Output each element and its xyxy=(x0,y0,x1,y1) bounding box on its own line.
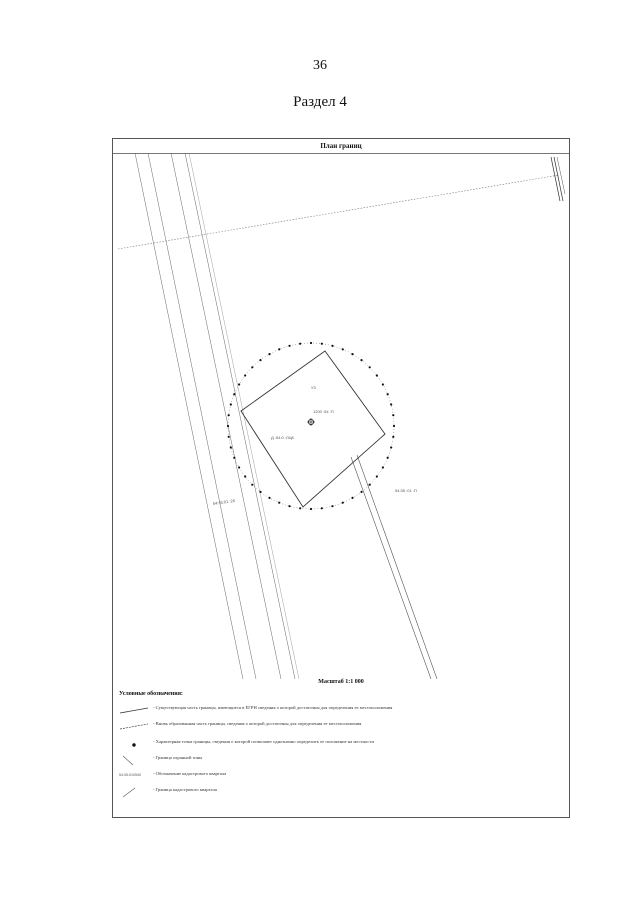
boundary-point xyxy=(268,353,270,355)
boundary-point xyxy=(387,457,389,459)
legend-item-text: - Граница кадастрового квартала xyxy=(153,787,217,792)
boundary-point xyxy=(251,366,253,368)
dashed-line-symbol xyxy=(119,719,149,733)
boundary-point xyxy=(382,383,384,385)
sheet-header: План границ xyxy=(113,139,569,154)
boundary-point xyxy=(393,425,395,427)
boundary-point xyxy=(259,491,261,493)
boundary-point xyxy=(230,403,232,405)
boundary-point xyxy=(244,475,246,477)
boundary-point xyxy=(251,484,253,486)
boundary-plan-sheet xyxy=(112,138,570,818)
legend-item-text: - Обозначение кадастрового квартала xyxy=(153,771,227,776)
boundary-point xyxy=(238,383,240,385)
plan-drawing xyxy=(113,139,571,679)
boundary-point xyxy=(268,497,270,499)
boundary-point xyxy=(351,497,353,499)
boundary-point xyxy=(390,446,392,448)
boundary-point xyxy=(331,505,333,507)
boundary-point xyxy=(392,436,394,438)
boundary-label: 54:35:01 :26 xyxy=(212,497,236,506)
legend-item xyxy=(119,703,559,717)
boundary-point xyxy=(238,466,240,468)
boundary-point xyxy=(321,507,323,509)
boundary-point xyxy=(299,507,301,509)
legend-item-text: - Характерная точка границы, сведения о которой позволяют однозначно определить ее положение на местности xyxy=(153,739,374,744)
driveway-line-1 xyxy=(351,457,431,679)
boundary-point xyxy=(369,484,371,486)
boundary-point xyxy=(331,345,333,347)
boundary-point xyxy=(288,345,290,347)
legend-item xyxy=(119,753,559,767)
area-label: Д :54:0 :ЛЦК xyxy=(271,435,294,440)
section-title: Раздел 4 xyxy=(293,94,347,110)
zone-line-symbol xyxy=(119,753,149,767)
legend-title: Условные обозначения: xyxy=(119,691,183,697)
boundary-point xyxy=(351,353,353,355)
point-id-label: 1200 :54 :П xyxy=(313,409,334,414)
boundary-point xyxy=(382,466,384,468)
boundary-point xyxy=(259,359,261,361)
center-point-marker xyxy=(307,418,315,426)
boundary-point xyxy=(233,457,235,459)
boundary-point xyxy=(369,366,371,368)
boundary-point xyxy=(392,414,394,416)
boundary-point xyxy=(310,342,312,344)
boundary-point xyxy=(342,502,344,504)
quarter-number-symbol: 54:35:010540 xyxy=(119,773,141,777)
quarter-label: 54:35 :01 :П xyxy=(395,488,417,493)
solid-line-symbol xyxy=(119,703,149,717)
boundary-point xyxy=(310,508,312,510)
boundary-point xyxy=(278,348,280,350)
quarter-boundary-line xyxy=(118,175,559,249)
corner-mark-3 xyxy=(557,157,565,194)
quarter-line-symbol xyxy=(119,785,149,799)
boundary-point xyxy=(321,343,323,345)
boundary-point xyxy=(376,475,378,477)
legend-item xyxy=(119,785,559,799)
boundary-point xyxy=(360,359,362,361)
page-number: 36 xyxy=(313,58,327,73)
legend-item-text: - Вновь образованная часть границы, сведения о которой достаточны для определения ее местоположения xyxy=(153,721,362,726)
boundary-point xyxy=(342,348,344,350)
legend-item xyxy=(119,719,559,733)
road-line-3 xyxy=(171,153,281,679)
zone-id-label: У3 xyxy=(311,385,316,390)
boundary-point xyxy=(228,414,230,416)
boundary-point xyxy=(228,436,230,438)
boundary-point xyxy=(288,505,290,507)
boundary-point xyxy=(278,502,280,504)
scale-label: Масштаб 1:1 000 xyxy=(318,679,364,685)
boundary-point xyxy=(387,393,389,395)
boundary-point xyxy=(360,491,362,493)
boundary-point xyxy=(233,393,235,395)
boundary-point xyxy=(230,446,232,448)
boundary-point xyxy=(299,343,301,345)
boundary-point xyxy=(390,403,392,405)
land-plot-outline xyxy=(241,351,385,507)
legend-item xyxy=(119,737,559,751)
boundary-point xyxy=(376,374,378,376)
legend-item xyxy=(119,769,559,783)
boundary-point xyxy=(244,374,246,376)
legend-item-text: - Существующая часть границы, имеющиеся в ЕГРН сведения о которой достаточны для определения ее местоположения xyxy=(153,705,393,710)
road-line-1 xyxy=(135,153,243,679)
legend-item-text: - Граница охранной зоны xyxy=(153,755,203,760)
point-symbol xyxy=(119,737,149,751)
boundary-point xyxy=(227,425,229,427)
